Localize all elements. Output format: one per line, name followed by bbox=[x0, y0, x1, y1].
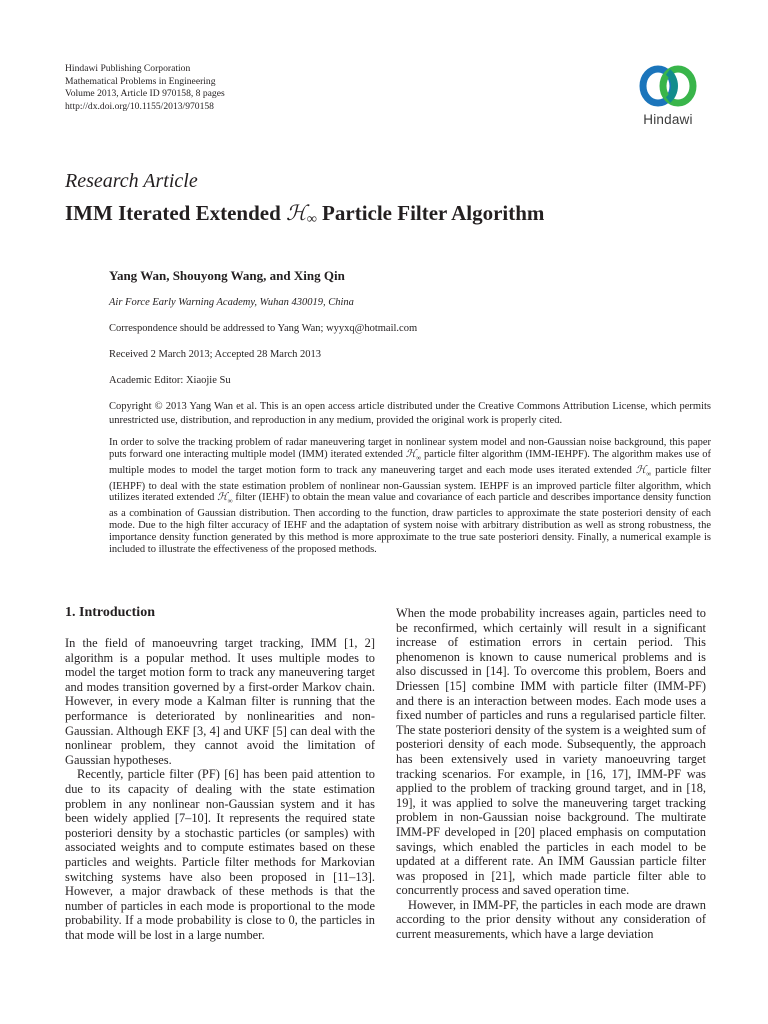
infinity-subscript: ∞ bbox=[306, 212, 317, 227]
infinity-subscript: ∞ bbox=[416, 453, 422, 462]
left-column bbox=[65, 606, 375, 942]
h-infinity-symbol: ℋ bbox=[405, 447, 417, 460]
correspondence: Correspondence should be addressed to Yang Wan; wyyxq@hotmail.com bbox=[109, 323, 418, 334]
intro-paragraph-1: In the field of manoeuvring target tracking, IMM [1, 2] algorithm is a popular method. It uses multiple modes to model the target motion form to track any maneuvering target and modes transition governed by a first-order Markov chain. However, in every mode a Kalman filter is running that the performance is deteriorated by nonlinearities and non-Gaussian. Although EKF [3, 4] and UKF [5] can deal with the nonlinear problem, they cannot avoid the limitation of Gaussian hypotheses. bbox=[65, 636, 375, 767]
authors: Yang Wan, Shouyong Wang, and Xing Qin bbox=[109, 268, 345, 283]
title-part-2: Particle Filter Algorithm bbox=[316, 201, 545, 225]
intro-paragraph-4: However, in IMM-PF, the particles in each mode are drawn according to the prior density without any consideration of current measurements, which have a large deviation bbox=[396, 897, 706, 942]
infinity-subscript: ∞ bbox=[227, 497, 233, 506]
hindawi-logo-text: Hindawi bbox=[643, 112, 693, 127]
received-dates: Received 2 March 2013; Accepted 28 March 2013 bbox=[109, 349, 321, 360]
title-part-1: IMM Iterated Extended bbox=[65, 201, 287, 225]
abstract-text-3: particle filter (IEHPF) to deal with the state estimation problem of nonlinear non-Gaussian system. IEHPF is an improved particle filter algorithm, which utilizes iterated extended bbox=[109, 464, 711, 504]
intro-paragraph-2: Recently, particle filter (PF) [6] has been paid attention to due to its capacity of dealing with the state estimation problem in any nonlinear non-Gaussian system and it has been widely applied [7–10]. It represents the required state posteriori density by a stochastic particles (or samples) with associated weights and to compute estimates based on these particles and weights. Particle filter methods for Markovian switching systems have also been proposed in [11–13]. However, a major drawback of these methods is that the number of particles in each mode is proportional to the mode probability. If a mode probability is close to 0, the particles in that mode will be lost in a large number. bbox=[65, 767, 375, 942]
abstract-text-2: particle filter algorithm (IMM-IEHPF). The algorithm makes use of multiple modes to model the target motion form to track any maneuvering target and each mode uses iterated extended bbox=[109, 448, 711, 476]
intro-paragraph-3: When the mode probability increases again, particles need to be reconfirmed, which certainly will result in a significant increase of estimation errors in certain period. This phenomenon is known to cause numerical problems and is also discussed in [14]. To overcome this problem, Boers and Driessen [15] combine IMM with particle filter (IMM-PF) and there is an interaction between modes. Each mode uses a fixed number of particles and runs a regularised particle filter. The state posteriori density of the system is a weighted sum of posteriori density of each mode. Subsequently, the approach has been extensively used in variety manoeuvring target tracking scenarios. For example, in [16, 17], IMM-PF was applied to the problem of tracking ground target, and in [18, 19], it was applied to solve the maneuvering target tracking problem in non-Gaussian noise background. The multirate IMM-PF developed in [20] placed emphasis on computation savings, which enabled the particles in each model to be updated at a different rate. An IMM Gaussian particle filter was proposed in [21], which made particle filter able to concurrently process and saved operation time. bbox=[396, 606, 706, 898]
doi-link[interactable]: http://dx.doi.org/10.1155/2013/970158 bbox=[65, 100, 214, 112]
publisher-name: Hindawi Publishing Corporation bbox=[65, 63, 191, 74]
copyright-notice: Copyright © 2013 Yang Wan et al. This is an open access article distributed under the Creative Commons Attribution License, which permits unrestricted use, distribution, and reproduction in any medium, provided the original work is properly cited. bbox=[109, 401, 711, 426]
right-column bbox=[396, 606, 706, 942]
hindawi-logo-icon bbox=[626, 61, 710, 111]
infinity-subscript: ∞ bbox=[646, 469, 652, 478]
journal-name: Mathematical Problems in Engineering bbox=[65, 75, 216, 87]
section-heading-introduction: 1. Introduction bbox=[65, 605, 155, 620]
article-type: Research Article bbox=[65, 170, 198, 192]
volume-info: Volume 2013, Article ID 970158, 8 pages bbox=[65, 88, 225, 99]
abstract bbox=[109, 437, 711, 555]
affiliation: Air Force Early Warning Academy, Wuhan 430019, China bbox=[109, 297, 354, 308]
h-infinity-symbol: ℋ bbox=[635, 463, 647, 476]
abstract-text-1: In order to solve the tracking problem of radar maneuvering target in nonlinear system model and non-Gaussian noise background, this paper puts forward one interacting multiple model (IMM) iterated extended bbox=[109, 437, 711, 460]
h-infinity-symbol: ℋ bbox=[286, 201, 307, 225]
journal-header bbox=[65, 63, 225, 113]
h-infinity-symbol: ℋ bbox=[217, 491, 228, 504]
academic-editor: Academic Editor: Xiaojie Su bbox=[109, 375, 231, 386]
article-title bbox=[65, 201, 544, 228]
abstract-text-4: filter (IEHF) to obtain the mean value and covariance of each particle and describes importance density function as a combination of Gaussian distribution. Then according to the function, draw particles to approximate the state posteriori density of each mode. Due to the high filter accuracy of IEHF and the adaptation of system noise with arbitrary distribution as well as strong robustness, the importance density function generated by this method is more approximate to the true sate posteriori density. Finally, a numerical example is included to illustrate the effectiveness of the proposed methods. bbox=[109, 492, 711, 555]
